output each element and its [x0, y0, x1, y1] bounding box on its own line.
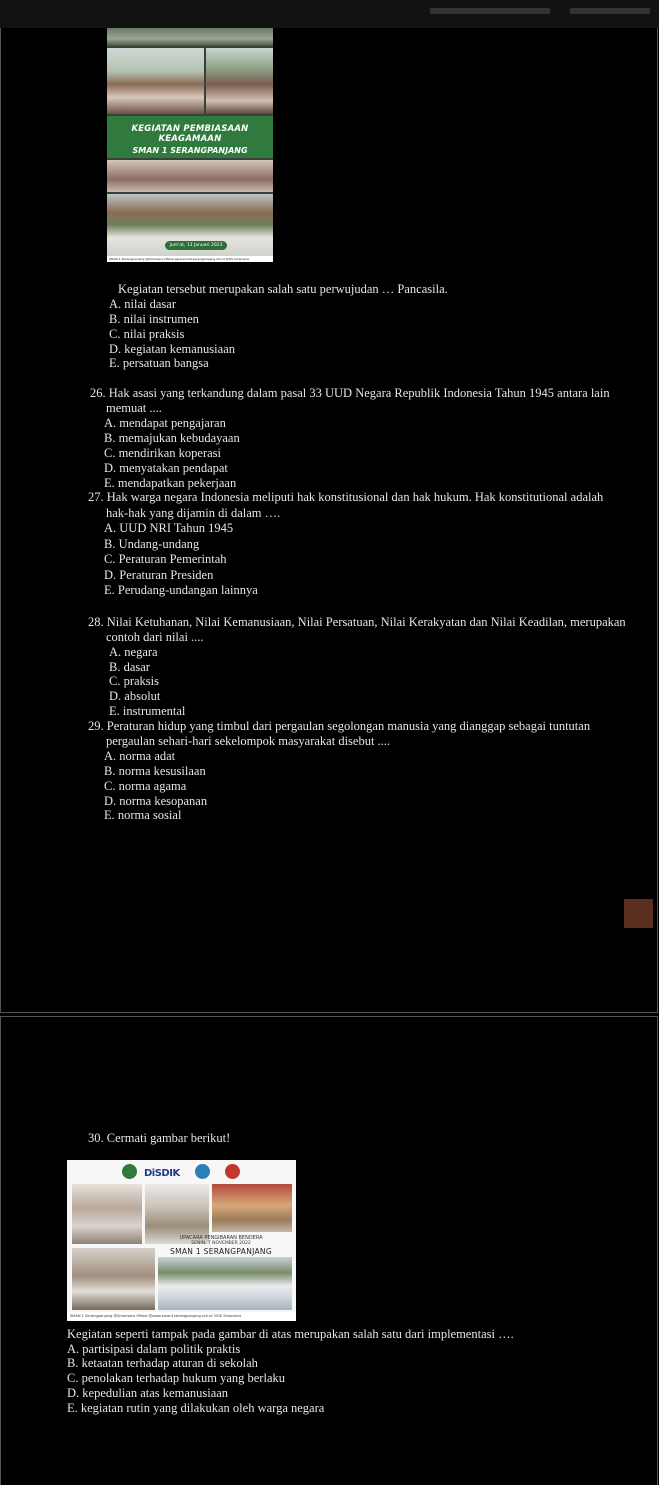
- caption-date: SENIN, 7 NOVEMBER 2022: [191, 1241, 251, 1246]
- option-c: C. praksis: [109, 674, 159, 688]
- collage-banner: [107, 116, 273, 158]
- option-b: B. ketaatan terhadap aturan di sekolah: [67, 1356, 258, 1370]
- option-c: C. norma agama: [104, 779, 187, 793]
- collage-photo: [158, 1257, 292, 1310]
- question-29: 29. Peraturan hidup yang timbul dari pergaulan segolongan manusia yang dianggap sebagai tuntutan: [88, 719, 591, 733]
- collage-photo: [107, 160, 273, 192]
- option-e: E. mendapatkan pekerjaan: [104, 476, 237, 490]
- question-29-cont: pergaulan sehari-hari sekelompok masyarakat disebut ....: [106, 734, 391, 748]
- question-30: 30. Cermati gambar berikut!: [88, 1131, 231, 1145]
- status-icons: [430, 8, 550, 14]
- option-e: E. Perudang-undangan lainnya: [104, 583, 258, 597]
- ceremony-photo-collage: [67, 1160, 296, 1321]
- question-27-cont: hak-hak yang dijamin di dalam ….: [106, 506, 281, 520]
- collage-photo: [107, 48, 204, 114]
- option-a: A. nilai dasar: [109, 297, 176, 311]
- option-d: D. kepedulian atas kemanusiaan: [67, 1386, 229, 1400]
- collage-photo: [72, 1184, 142, 1244]
- question-28: 28. Nilai Ketuhanan, Nilai Kemanusiaan, Nilai Persatuan, Nilai Kerakyatan dan Nilai Keadilan, merupakan: [88, 615, 626, 629]
- battery-icon: [570, 8, 650, 14]
- option-a: A. norma adat: [104, 749, 176, 763]
- option-c: C. mendirikan koperasi: [104, 446, 221, 460]
- option-d: D. absolut: [109, 689, 161, 703]
- date-pill: Jum'at, 13 Januari 2023: [165, 241, 227, 250]
- document-page-1: [0, 28, 658, 1013]
- collage-photo: [212, 1184, 292, 1232]
- option-e: E. kegiatan rutin yang dilakukan oleh warga negara: [67, 1401, 325, 1415]
- option-b: B. dasar: [109, 660, 150, 674]
- option-e: E. persatuan bangsa: [109, 356, 209, 370]
- status-bar: [0, 0, 659, 28]
- collage-footer: SMAN 1 Serangpanjang @Smansera Ofisial @www.sman1serangpanjang.sch.id OSIS Smansera: [67, 1312, 296, 1321]
- cadisdik-logo-icon: [195, 1164, 210, 1179]
- disdik-logo: DiSDIK: [144, 1168, 180, 1179]
- option-c: C. nilai praksis: [109, 327, 185, 341]
- collage-photo: [72, 1248, 155, 1310]
- banner-subtitle: SMAN 1 SERANGPANJANG: [132, 146, 248, 155]
- question-26: 26. Hak asasi yang terkandung dalam pasal 33 UUD Negara Republik Indonesia Tahun 1945 antara lain: [90, 386, 610, 400]
- option-b: B. memajukan kebudayaan: [104, 431, 240, 445]
- banner-title: KEGIATAN PEMBIASAAN KEAGAMAAN: [131, 124, 249, 144]
- option-c: C. Peraturan Pemerintah: [104, 552, 227, 566]
- logo-row: [117, 1163, 247, 1183]
- collage-photo: [206, 48, 273, 114]
- west-java-logo-icon: [122, 1164, 137, 1179]
- collage-footer: SMAN 1 Serangpanjang @Smansera Ofisial www.sman1serangpanjang.sch.id OSIS Smansera: [107, 256, 273, 262]
- option-b: B. nilai instrumen: [109, 312, 199, 326]
- activity-photo-collage: [107, 28, 273, 262]
- option-d: D. menyatakan pendapat: [104, 461, 228, 475]
- question-27: 27. Hak warga negara Indonesia meliputi hak konstitusional dan hak hukum. Hak konstitutional adalah: [88, 490, 604, 504]
- option-a: A. UUD NRI Tahun 1945: [104, 521, 234, 535]
- question-28-cont: contoh dari nilai ....: [106, 630, 204, 644]
- collage-photo: [107, 28, 273, 46]
- page-marker: [624, 899, 653, 928]
- option-a: A. negara: [109, 645, 158, 659]
- question-26-cont: memuat ....: [106, 401, 162, 415]
- option-a: A. mendapat pengajaran: [104, 416, 226, 430]
- caption-school: SMAN 1 SERANGPANJANG: [170, 1247, 272, 1256]
- option-b: B. norma kesusilaan: [104, 764, 206, 778]
- option-d: D. Peraturan Presiden: [104, 568, 214, 582]
- question-stem: Kegiatan seperti tampak pada gambar di atas merupakan salah satu dari implementasi ….: [67, 1327, 514, 1341]
- option-e: E. instrumental: [109, 704, 186, 718]
- option-c: C. penolakan terhadap hukum yang berlaku: [67, 1371, 285, 1385]
- school-logo-icon: [225, 1164, 240, 1179]
- collage-caption: [147, 1235, 295, 1257]
- option-d: D. kegiatan kemanusiaan: [109, 342, 235, 356]
- option-e: E. norma sosial: [104, 808, 182, 822]
- option-a: A. partisipasi dalam politik praktis: [67, 1342, 241, 1356]
- question-stem: Kegiatan tersebut merupakan salah satu perwujudan … Pancasila.: [118, 282, 448, 296]
- caption-event: UPACARA PENGIBARAN BENDERA: [179, 1235, 263, 1241]
- option-d: D. norma kesopanan: [104, 794, 208, 808]
- option-b: B. Undang-undang: [104, 537, 200, 551]
